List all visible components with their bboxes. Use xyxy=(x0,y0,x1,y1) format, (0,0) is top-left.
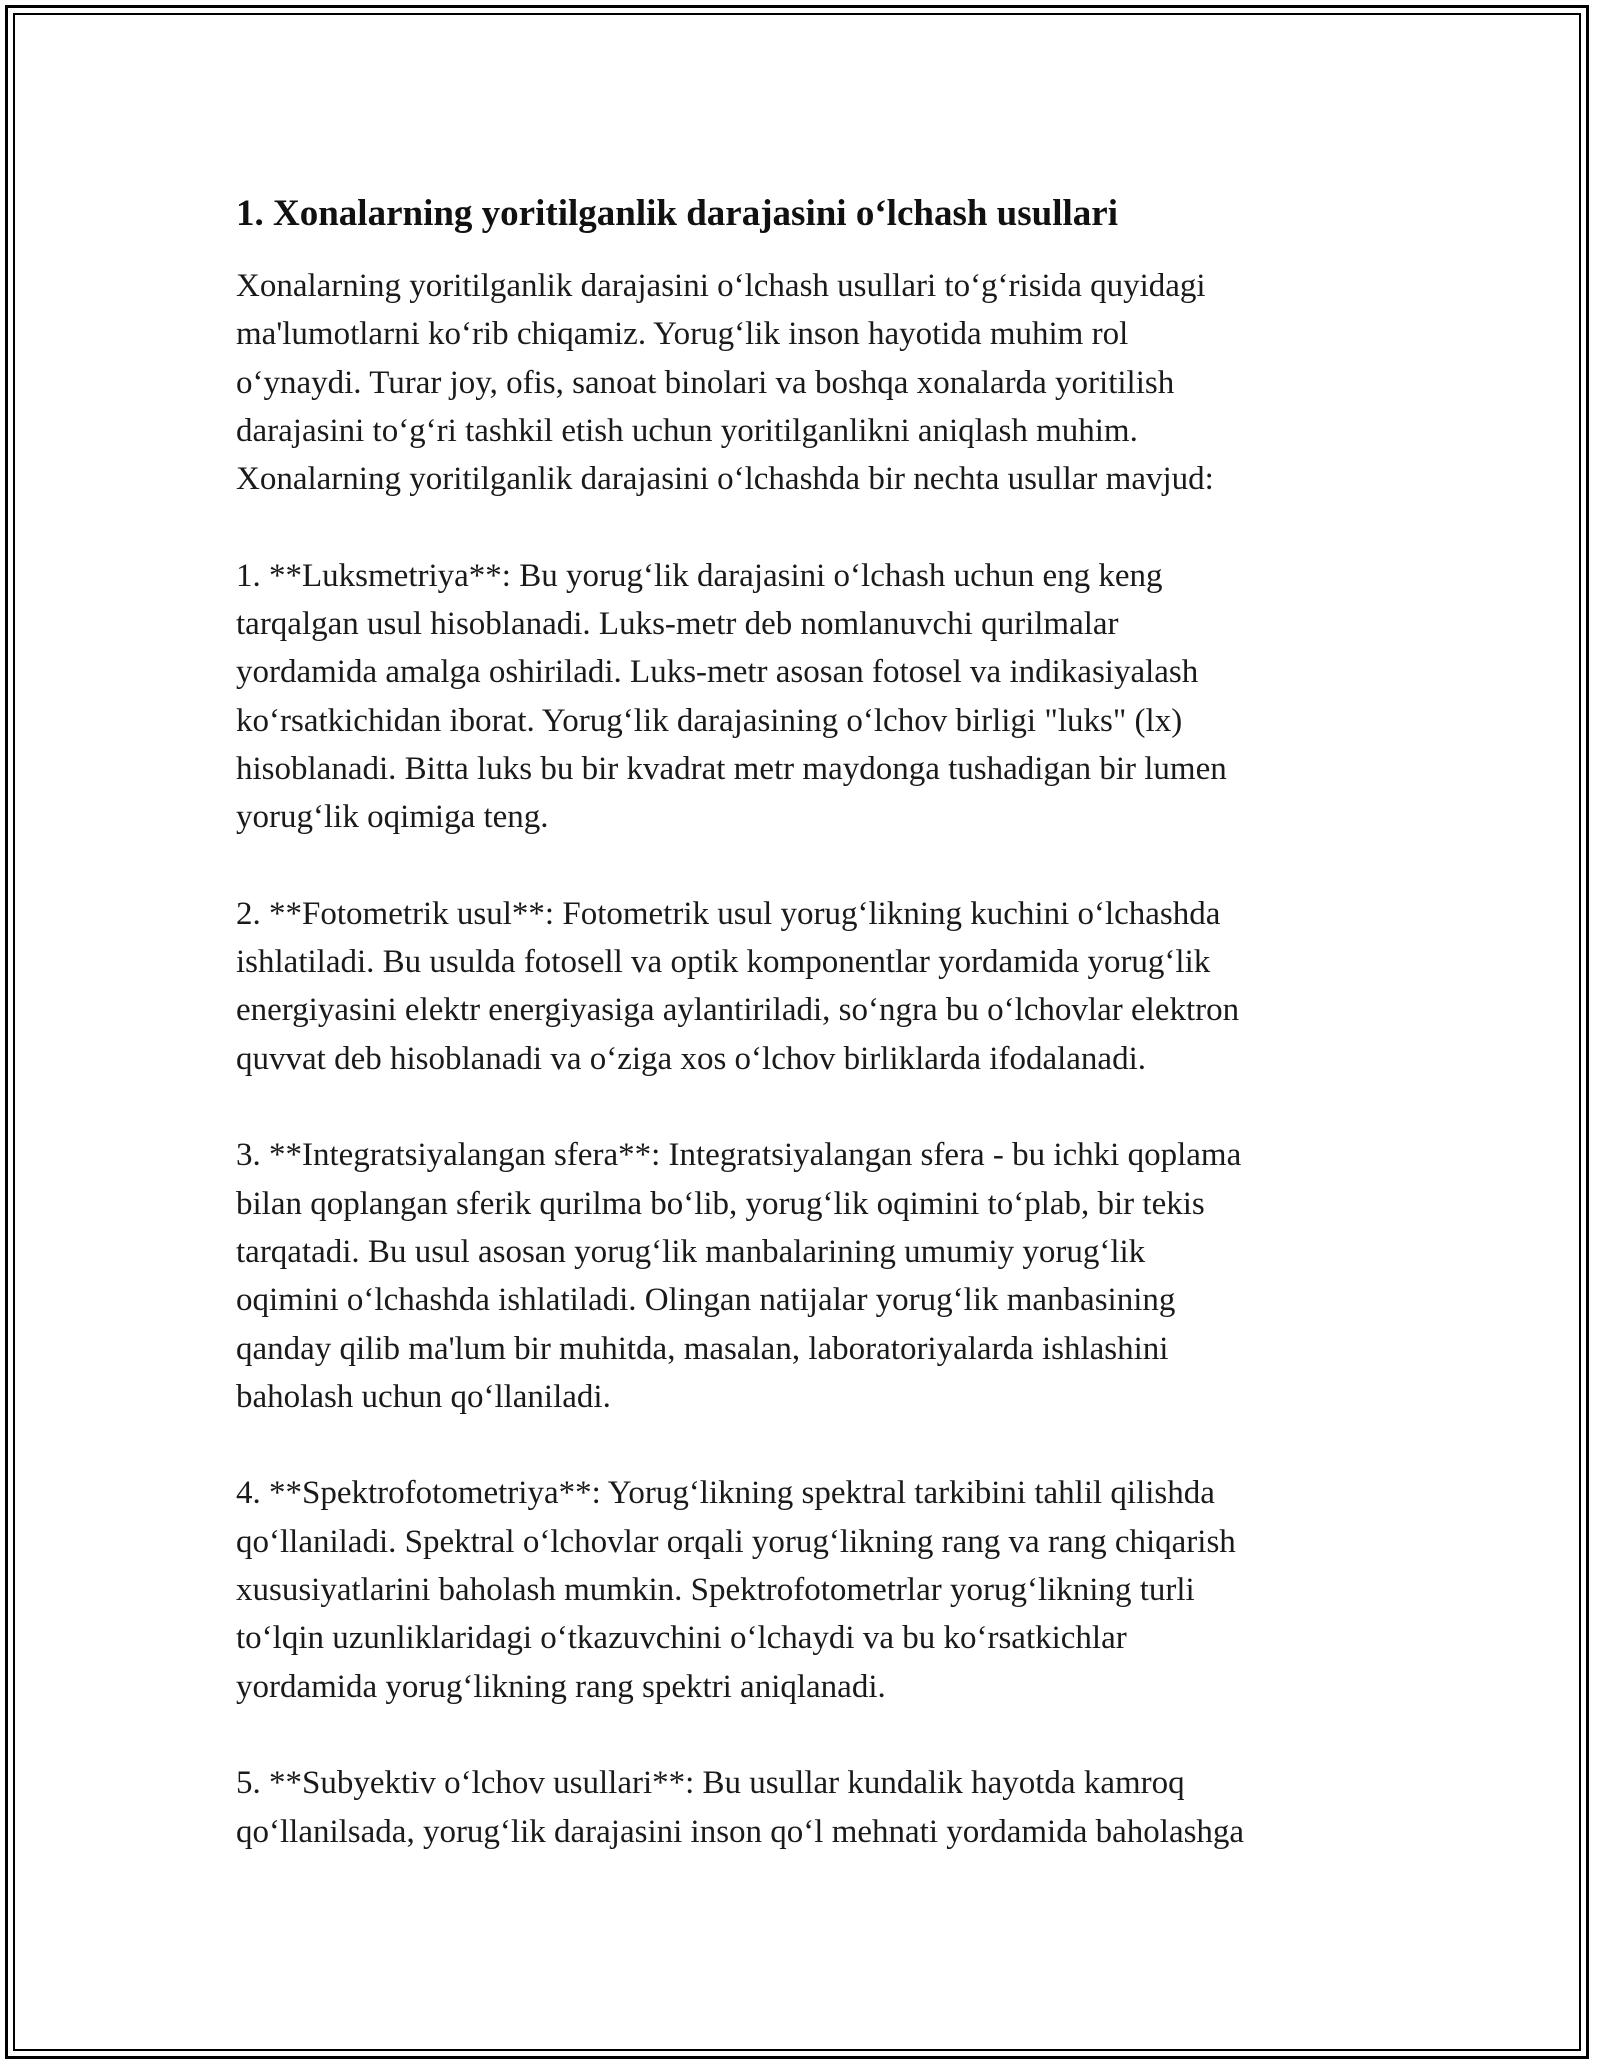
document-heading: 1. Xonalarning yoritilganlik darajasini o‘lchash usullari xyxy=(236,193,1118,234)
document-body: Xonalarning yoritilganlik darajasini o‘lchash usullari to‘g‘risida quyidagi ma'lumotlarni ko‘rib chiqamiz. Yorug‘lik inson hayotida muhim rol o‘ynaydi. Turar joy, ofis, sanoat binolari va boshqa xonalarda yoritilish darajasini to‘g‘ri tashkil etish uchun yoritilganlikni aniqlash muhim. Xonalarning yoritilganlik darajasini o‘lchashda bir nechta usullar mavjud: 1. **Luksmetriya**: Bu yorug‘lik darajasini o‘lchash uchun eng keng tarqalgan usul hisoblanadi. Luks-metr deb nomlanuvchi qurilmalar yordamida amalga oshiriladi. Luks-metr asosan fotosel va indikasiyalash ko‘rsatkichidan iborat. Yorug‘lik darajasining o‘lchov birligi "luks" (lx) hisoblanadi. Bitta luks bu bir kvadrat metr maydonga tushadigan bir lumen yorug‘lik oqimiga teng. 2. **Fotometrik usul**: Fotometrik usul yorug‘likning kuchini o‘lchashda ishlatiladi. Bu usulda fotosell va optik komponentlar yordamida yorug‘lik energiyasini elektr energiyasiga aylantiriladi, so‘ngra bu o‘lchovlar elektron quvvat deb hisoblanadi va o‘ziga xos o‘lchov birliklarda ifodalanadi. 3. **Integratsiyalangan sfera**: Integratsiyalangan sfera - bu ichki qoplama bilan qoplangan sferik qurilma bo‘lib, yorug‘lik oqimini to‘plab, bir tekis tarqatadi. Bu usul asosan yorug‘lik manbalarining umumiy yorug‘lik oqimini o‘lchashda ishlatiladi. Olingan natijalar yorug‘lik manbasining qanday qilib ma'lum bir muhitda, masalan, laboratoriyalarda ishlashini baholash uchun qo‘llaniladi. 4. **Spektrofotometriya**: Yorug‘likning spektral tarkibini tahlil qilishda qo‘llaniladi. Spektral o‘lchovlar orqali yorug‘likning rang va rang chiqarish xususiyatlarini baholash mumkin. Spektrofotometrlar yorug‘likning turli to‘lqin uzunliklaridagi o‘tkazuvchini o‘lchaydi va bu ko‘rsatkichlar yordamida yorug‘likning rang spektri aniqlanadi. 5. **Subyektiv o‘lchov usullari**: Bu usullar kundalik hayotda kamroq qo‘llanilsada, yorug‘lik darajasini inson qo‘l mehnati yordamida baholashga xyxy=(236,268,1245,1850)
document-content xyxy=(236,186,1376,1856)
